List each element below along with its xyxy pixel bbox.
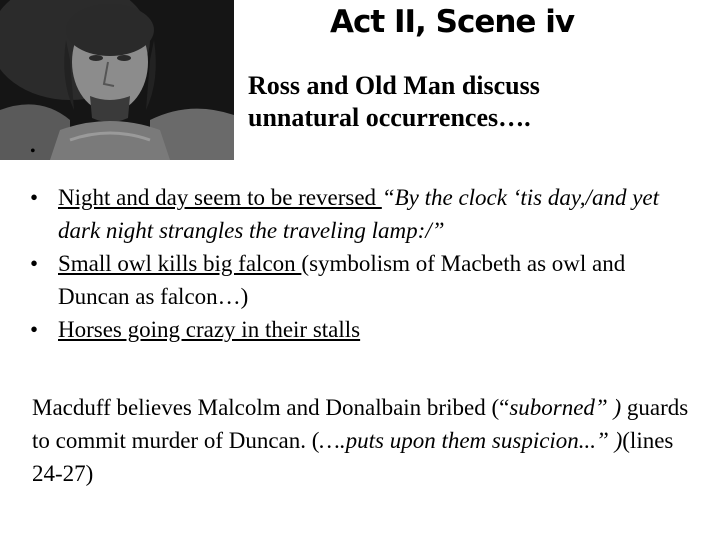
bullet-underlined-text: Horses going crazy in their stalls [58, 317, 361, 342]
subtitle-line-1: Ross and Old Man discuss [248, 71, 540, 100]
bullet-item [30, 313, 700, 346]
bullet-list [30, 181, 700, 346]
bullet-dot: • [30, 251, 39, 276]
paragraph-text: Macduff believes Malcolm and Donalbain bribed (“ [32, 395, 510, 420]
bullet-underlined-text: Night and day seem to be reversed [58, 185, 382, 210]
stray-bullet: • [30, 143, 36, 160]
paragraph-italic: suborned” ) [509, 395, 622, 420]
subtitle-line-2: unnatural occurrences…. [248, 103, 531, 132]
bullet-item [30, 247, 700, 313]
bullet-underlined-text: Small owl kills big falcon [58, 251, 302, 276]
character-photo [0, 0, 234, 160]
bullet-item [30, 181, 700, 247]
paragraph-text: guards to commit murder of Duncan. ( [32, 395, 689, 453]
bullet-quote: “By the clock ‘tis day,/and yet dark night strangles the traveling lamp:/” [58, 185, 660, 243]
slide-subtitle [248, 70, 540, 134]
body-paragraph [32, 391, 702, 490]
bullet-dot: • [30, 317, 39, 342]
bullet-plain-text: (symbolism of Macbeth as owl and Duncan as falcon…) [58, 251, 626, 309]
bullet-dot: • [30, 185, 39, 210]
paragraph-italic: ….puts upon them suspicion...” ) [319, 428, 623, 453]
slide-title: Act II, Scene iv [330, 4, 575, 40]
paragraph-text: (lines 24-27) [32, 428, 674, 486]
